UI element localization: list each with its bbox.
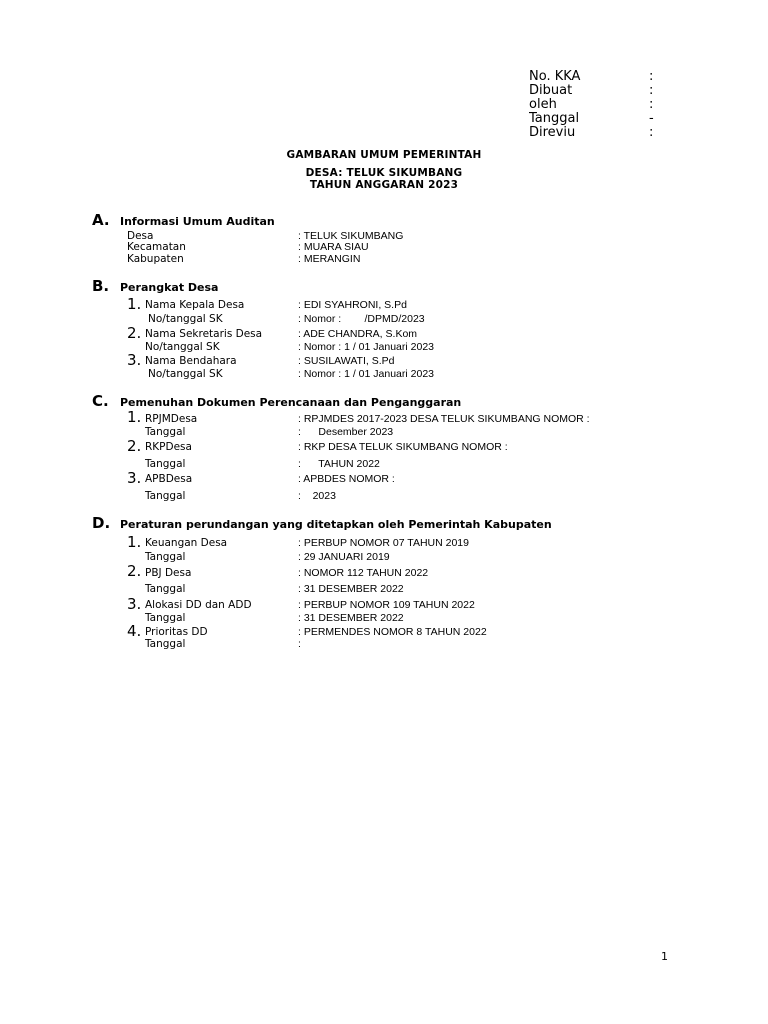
- kepala-desa-label: Nama Kepala Desa: [145, 299, 245, 311]
- header-row-direviu: [529, 126, 669, 140]
- section-b-title: Perangkat Desa: [120, 281, 219, 294]
- tanggal-label: Tanggal: [145, 583, 186, 595]
- header-colon: :: [649, 70, 654, 84]
- rpjmdesa-label: RPJMDesa: [145, 413, 198, 425]
- keuangan-desa-value: : PERBUP NOMOR 07 TAHUN 2019: [298, 537, 469, 549]
- tanggal-label: Tanggal: [145, 458, 186, 470]
- apbdesa-value: : APBDES NOMOR :: [298, 473, 395, 485]
- sk-value: : Nomor : 1 / 01 Januari 2023: [298, 368, 434, 380]
- desa-value: : TELUK SIKUMBANG: [298, 230, 404, 242]
- header-label: Dibuat: [529, 83, 573, 98]
- sk-value: : Nomor : /DPMD/2023: [298, 313, 425, 325]
- kabupaten-value: : MERANGIN: [298, 253, 361, 265]
- header-label: No. KKA: [529, 70, 581, 84]
- pbj-desa-label: PBJ Desa: [145, 567, 192, 579]
- pbj-desa-value: : NOMOR 112 TAHUN 2022: [298, 567, 429, 579]
- header-colon: -: [649, 111, 654, 126]
- header-colon: :: [649, 83, 654, 98]
- list-number: 2.: [127, 437, 142, 455]
- section-a-letter: A.: [92, 211, 110, 229]
- prioritas-dd-label: Prioritas DD: [145, 626, 208, 638]
- apbdesa-label: APBDesa: [145, 473, 193, 485]
- tanggal-label: Tanggal: [145, 490, 186, 502]
- kecamatan-value: : MUARA SIAU: [298, 241, 369, 253]
- section-b-letter: B.: [92, 277, 110, 295]
- tanggal-label: Tanggal: [145, 612, 186, 624]
- tanggal-value: : Desember 2023: [298, 426, 394, 438]
- tanggal-value: : TAHUN 2022: [298, 458, 380, 470]
- section-d-title: Peraturan perundangan yang ditetapkan oleh Pemerintah Kabupaten: [120, 518, 552, 531]
- tanggal-label: Tanggal: [145, 426, 186, 438]
- list-number: 2.: [127, 562, 142, 580]
- bendahara-value: : SUSILAWATI, S.Pd: [298, 355, 395, 367]
- sk-value: : Nomor : 1 / 01 Januari 2023: [298, 341, 434, 353]
- page-number: 1: [661, 950, 668, 963]
- list-number: 2.: [127, 324, 142, 342]
- list-number: 1.: [127, 533, 142, 551]
- section-c-letter: C.: [92, 392, 109, 410]
- list-number: 3.: [127, 469, 142, 487]
- tanggal-value: : 31 DESEMBER 2022: [298, 612, 404, 624]
- kecamatan-label: Kecamatan: [127, 241, 186, 253]
- sekretaris-desa-label: Nama Sekretaris Desa: [145, 328, 263, 340]
- kka-header-block: [529, 70, 669, 144]
- header-colon: :: [649, 125, 654, 140]
- sk-label: No/tanggal SK: [145, 341, 220, 353]
- bendahara-label: Nama Bendahara: [145, 355, 237, 367]
- header-row-tanggal: [529, 112, 669, 126]
- rpjmdesa-value: : RPJMDES 2017-2023 DESA TELUK SIKUMBANG NOMOR :: [298, 413, 590, 425]
- sk-label: No/tanggal SK: [148, 313, 223, 325]
- document-subtitle-desa: DESA: TELUK SIKUMBANG: [305, 167, 463, 179]
- document-title: GAMBARAN UMUM PEMERINTAH: [286, 149, 482, 161]
- list-number: 1.: [127, 295, 142, 313]
- document-subtitle-tahun: TAHUN ANGGARAN 2023: [309, 179, 459, 191]
- section-a-title: Informasi Umum Auditan: [120, 215, 275, 228]
- list-number: 3.: [127, 351, 142, 369]
- keuangan-desa-label: Keuangan Desa: [145, 537, 228, 549]
- tanggal-value: : 2023: [298, 490, 336, 502]
- sekretaris-desa-value: : ADE CHANDRA, S.Kom: [298, 328, 418, 340]
- list-number: 3.: [127, 595, 142, 613]
- prioritas-dd-value: : PERMENDES NOMOR 8 TAHUN 2022: [298, 626, 487, 638]
- header-row-dibuat: [529, 84, 669, 98]
- header-label: oleh: [529, 97, 557, 112]
- header-row-no-kka: [529, 70, 669, 84]
- header-row-oleh: [529, 98, 669, 112]
- kabupaten-label: Kabupaten: [127, 253, 184, 265]
- tanggal-label: Tanggal: [145, 638, 186, 650]
- tanggal-value: : 31 DESEMBER 2022: [298, 583, 404, 595]
- desa-label: Desa: [127, 230, 154, 242]
- tanggal-label: Tanggal: [145, 551, 186, 563]
- rkpdesa-label: RKPDesa: [145, 441, 192, 453]
- list-number: 1.: [127, 408, 142, 426]
- tanggal-value: :: [298, 638, 301, 650]
- tanggal-value: : 29 JANUARI 2019: [298, 551, 390, 563]
- section-d-letter: D.: [92, 514, 111, 532]
- header-label: Tanggal: [529, 111, 580, 126]
- alokasi-dd-add-value: : PERBUP NOMOR 109 TAHUN 2022: [298, 599, 475, 611]
- alokasi-dd-add-label: Alokasi DD dan ADD: [145, 599, 252, 611]
- kepala-desa-value: : EDI SYAHRONI, S.Pd: [298, 299, 407, 311]
- header-colon: :: [649, 97, 654, 112]
- header-label: Direviu: [529, 125, 576, 140]
- list-number: 4.: [127, 622, 142, 640]
- rkpdesa-value: : RKP DESA TELUK SIKUMBANG NOMOR :: [298, 441, 508, 453]
- sk-label: No/tanggal SK: [148, 368, 223, 380]
- section-c-title: Pemenuhan Dokumen Perencanaan dan Penganggaran: [120, 396, 462, 409]
